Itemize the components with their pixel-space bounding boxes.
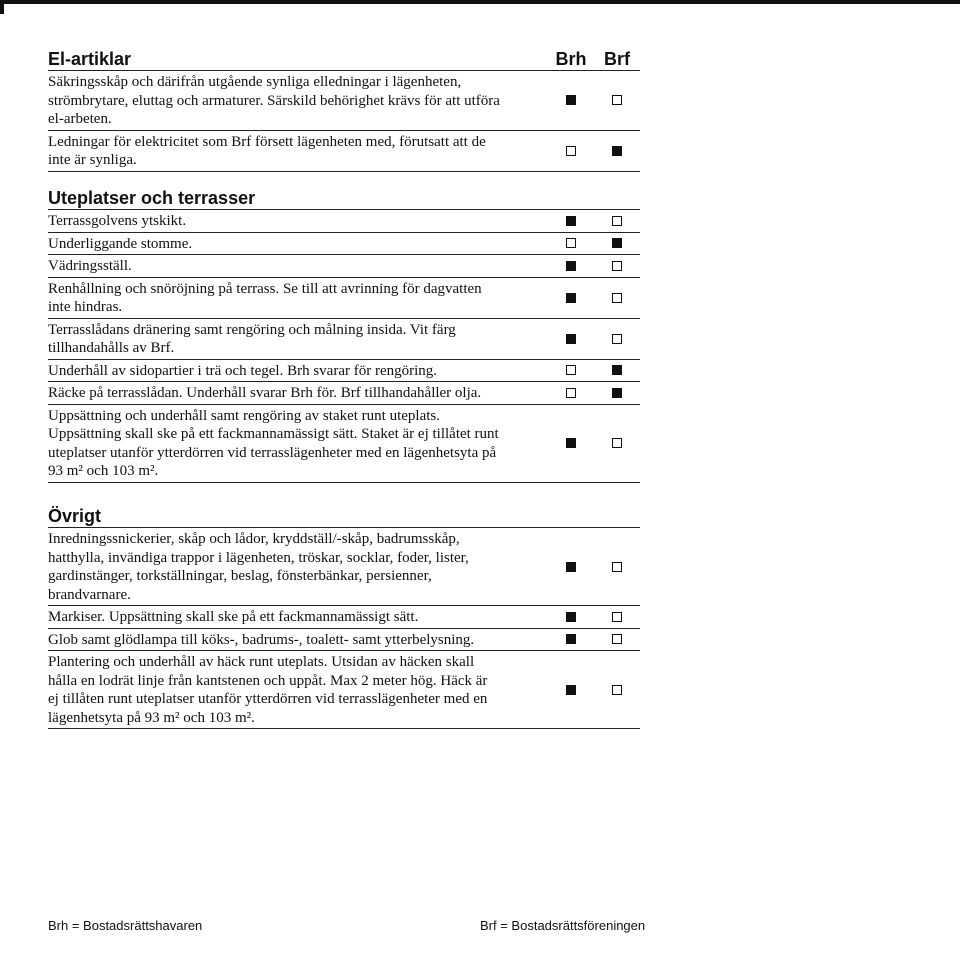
section-rows (48, 71, 640, 172)
row-marks (548, 388, 640, 398)
row-text-line: inte hindras. (48, 299, 123, 315)
mark-cell-brh (548, 438, 594, 448)
row-marks (548, 293, 640, 303)
row-marks (548, 216, 640, 226)
filled-square-icon (566, 216, 576, 226)
section-heading: Uteplatser och terrasser (48, 188, 256, 208)
filled-square-icon (566, 261, 576, 271)
mark-cell-brh (548, 334, 594, 344)
row-marks (548, 612, 640, 622)
section-ovrigt (48, 505, 640, 729)
row-text-line: ej tillåten runt uteplatser utanför ytterdörren vid terrasslägenheter med en (48, 691, 488, 707)
row-text-line: lägenhetsyta på 93 m² och 103 m². (48, 709, 255, 726)
mark-cell-brf (594, 612, 640, 622)
row-text-line: Ledningar för elektricitet som Brf försett lägenheten med, förutsatt att de (48, 133, 486, 150)
mark-cell-brf (594, 293, 640, 303)
mark-cell-brh (548, 238, 594, 248)
empty-square-icon (612, 685, 622, 695)
section-el-artiklar (48, 48, 640, 172)
scan-top-border (0, 0, 960, 4)
table-row (48, 319, 640, 360)
mark-cell-brf (594, 261, 640, 271)
empty-square-icon (566, 238, 576, 248)
empty-square-icon (566, 388, 576, 398)
row-text-line: gardinstänger, torkställningar, beslag, fönsterbänkar, persienner, (48, 568, 432, 584)
row-marks (548, 334, 640, 344)
mark-cell-brh (548, 388, 594, 398)
mark-cell-brh (548, 216, 594, 226)
empty-square-icon (612, 261, 622, 271)
mark-cell-brh (548, 562, 594, 572)
row-text-line: hatthylla, invändiga trappor i lägenheten, tröskar, socklar, foder, lister, (48, 549, 469, 566)
mark-cell-brf (594, 216, 640, 226)
empty-square-icon (612, 216, 622, 226)
mark-cell-brh (548, 293, 594, 303)
table-row (48, 210, 640, 233)
row-marks (548, 146, 640, 156)
empty-square-icon (612, 293, 622, 303)
filled-square-icon (566, 612, 576, 622)
table-row (48, 629, 640, 652)
row-text-line: Underliggande stomme. (48, 235, 193, 252)
table-row (48, 233, 640, 256)
mark-cell-brf (594, 388, 640, 398)
mark-cell-brh (548, 261, 594, 271)
table-row (48, 382, 640, 405)
row-text-line: brandvarnare. (48, 586, 131, 603)
filled-square-icon (566, 334, 576, 344)
table-row (48, 71, 640, 131)
row-marks (548, 634, 640, 644)
row-marks (548, 365, 640, 375)
row-marks (548, 685, 640, 695)
filled-square-icon (566, 95, 576, 105)
empty-square-icon (612, 334, 622, 344)
empty-square-icon (566, 146, 576, 156)
row-text-line: Terrasslådans dränering samt rengöring och målning insida. Vit färg (48, 321, 456, 338)
footer-legend-brf: Brf = Bostadsrättsföreningen (480, 918, 646, 933)
column-header-brf: Brf (604, 49, 630, 69)
mark-cell-brf (594, 334, 640, 344)
row-text-line: Inredningssnickerier, skåp och lådor, kryddställ/-skåp, badrumsskåp, (48, 531, 460, 547)
section-rows (48, 528, 640, 729)
row-marks (548, 261, 640, 271)
row-text-line: Uppsättning skall ske på ett fackmannamässigt sätt. Staket är ej tillåtet runt (48, 426, 499, 442)
mark-cell-brf (594, 238, 640, 248)
row-text-line: Plantering och underhåll av häck runt uteplats. Utsidan av häcken skall (48, 654, 475, 670)
row-text-line: uteplatser utanför ytterdörren vid terrasslägenheter med en lägenhetsyta på (48, 444, 497, 461)
filled-square-icon (566, 562, 576, 572)
section-uteplatser (48, 187, 640, 483)
filled-square-icon (566, 293, 576, 303)
row-text-line: hålla en lodrät linje från kantstenen och uppåt. Max 2 meter hög. Häck är (48, 672, 488, 689)
table-row (48, 131, 640, 172)
mark-cell-brf (594, 365, 640, 375)
mark-cell-brh (548, 685, 594, 695)
empty-square-icon (612, 562, 622, 572)
column-header-brh: Brh (555, 49, 587, 69)
section-rows (48, 210, 640, 483)
filled-square-icon (566, 438, 576, 448)
row-text-line: Renhållning och snöröjning på terrass. Se till att avrinning för dagvatten (48, 280, 482, 297)
row-text-line: Vädringsställ. (48, 258, 132, 274)
table-row (48, 255, 640, 278)
column-headers (548, 48, 640, 70)
empty-square-icon (566, 365, 576, 375)
row-text-line: Uppsättning och underhåll samt rengöring av staket runt uteplats. (48, 407, 440, 424)
empty-square-icon (612, 95, 622, 105)
table-row (48, 528, 640, 606)
row-text-line: Underhåll av sidopartier i trä och tegel. Brh svarar för rengöring. (48, 362, 438, 379)
table-row (48, 651, 640, 729)
mark-cell-brf (594, 562, 640, 572)
table-row (48, 405, 640, 483)
filled-square-icon (612, 238, 622, 248)
filled-square-icon (566, 634, 576, 644)
scan-corner-mark (0, 0, 4, 14)
empty-square-icon (612, 612, 622, 622)
row-text-line: Markiser. Uppsättning skall ske på ett fackmannamässigt sätt. (48, 609, 419, 625)
filled-square-icon (612, 365, 622, 375)
mark-cell-brh (548, 146, 594, 156)
section-heading: Övrigt (48, 506, 102, 526)
mark-cell-brh (548, 634, 594, 644)
empty-square-icon (612, 634, 622, 644)
footer-legend-brh: Brh = Bostadsrättshavaren (48, 918, 203, 933)
filled-square-icon (566, 685, 576, 695)
mark-cell-brf (594, 685, 640, 695)
mark-cell-brf (594, 438, 640, 448)
mark-cell-brf (594, 634, 640, 644)
row-marks (548, 95, 640, 105)
empty-square-icon (612, 438, 622, 448)
row-marks (548, 438, 640, 448)
row-text-line: 93 m² och 103 m². (48, 463, 159, 479)
mark-cell-brf (594, 95, 640, 105)
row-text-line: Glob samt glödlampa till köks-, badrums-, toalett- samt ytterbelysning. (48, 631, 475, 648)
row-text-line: el-arbeten. (48, 111, 112, 127)
section-title (48, 48, 640, 71)
row-marks (548, 562, 640, 572)
filled-square-icon (612, 146, 622, 156)
row-text-line: tillhandahålls av Brf. (48, 340, 175, 356)
row-text-line: strömbrytare, eluttag och armaturer. Särskild behörighet krävs för att utföra (48, 92, 500, 109)
section-heading: El-artiklar (48, 49, 132, 69)
mark-cell-brh (548, 95, 594, 105)
row-marks (548, 238, 640, 248)
row-text-line: Terrassgolvens ytskikt. (48, 213, 187, 229)
table-row (48, 278, 640, 319)
row-text-line: inte är synliga. (48, 152, 137, 168)
row-text-line: Räcke på terrasslådan. Underhåll svarar Brh för. Brf tillhandahåller olja. (48, 385, 482, 401)
filled-square-icon (612, 388, 622, 398)
table-row (48, 606, 640, 629)
table-row (48, 360, 640, 383)
section-title (48, 187, 640, 210)
mark-cell-brf (594, 146, 640, 156)
mark-cell-brh (548, 365, 594, 375)
section-title (48, 505, 640, 528)
row-text-line: Säkringsskåp och därifrån utgående synliga elledningar i lägenheten, (48, 74, 462, 90)
mark-cell-brh (548, 612, 594, 622)
